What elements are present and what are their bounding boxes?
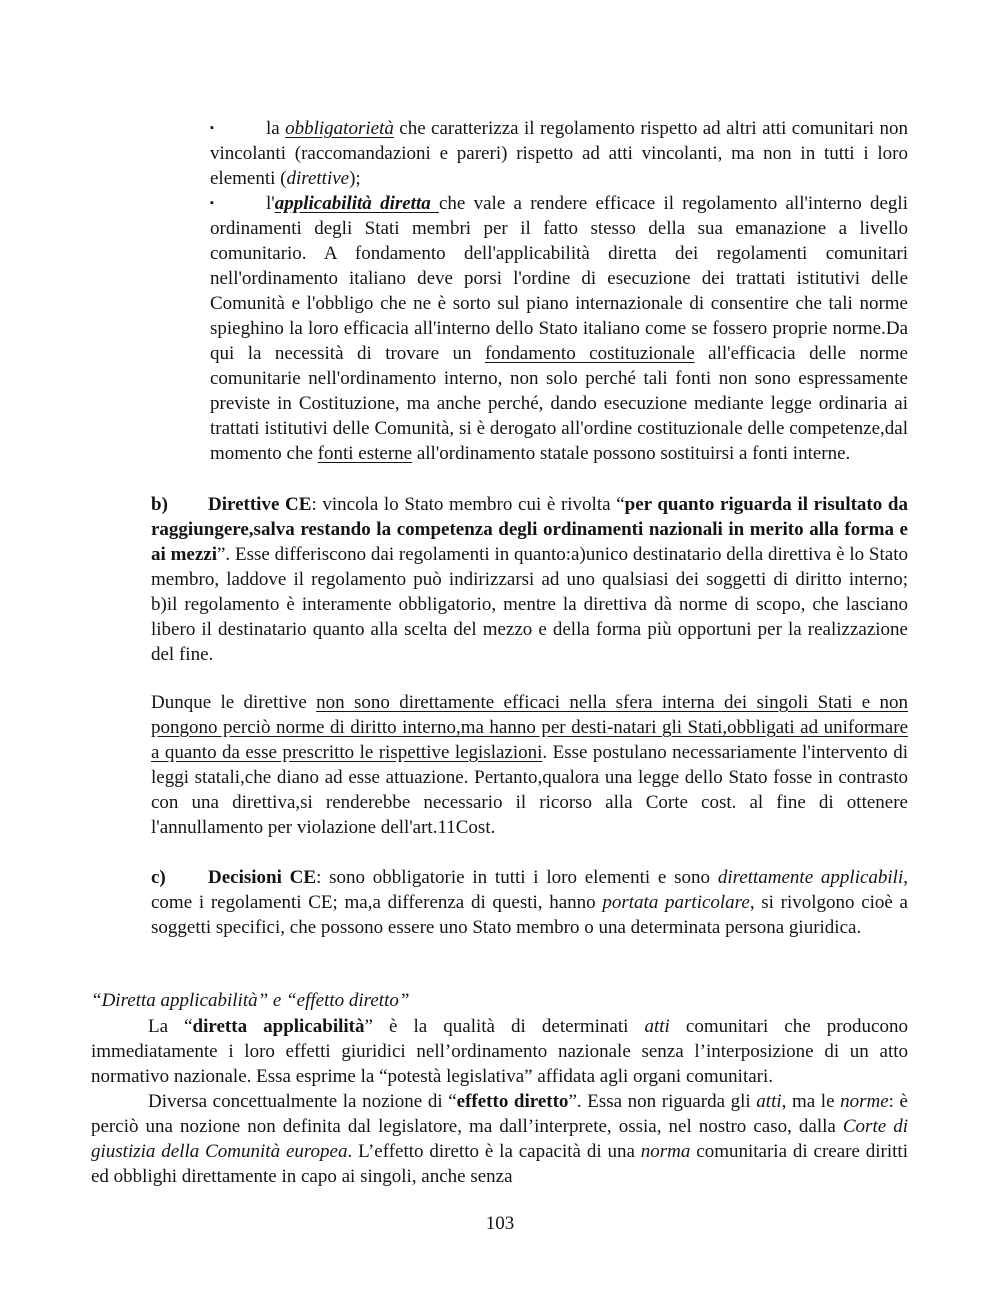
paragraph-dunque — [151, 690, 908, 840]
bullet-square-icon: ▪ — [210, 122, 214, 134]
bullet-item-obbligatorieta — [210, 116, 908, 191]
paragraph-text: Dunque le direttive non sono direttamente efficaci nella sfera interna dei singoli Stati e non pongono perciò norme di diritto interno,ma hanno per desti-natari gli Stati,obbligati ad uniformare a quanto da esse prescritto le rispettive legislazioni. Esse postulano necessariamente l'intervento di leggi statali,che diano ad esse attuazione. Pertanto,qualora una legge dello Stato fosse in contrasto con una direttiva,si renderebbe necessario il ricorso alla Corte cost. al fine di ottenere l'annullamento per violazione dell'art.11Cost. — [151, 692, 908, 838]
text-run: effetto diretto — [456, 1091, 569, 1112]
bullet-square-icon: ▪ — [210, 197, 214, 209]
text-run: atti — [644, 1016, 670, 1037]
text-run: atti — [756, 1091, 782, 1112]
bullet-item-applicabilita-diretta — [210, 191, 908, 466]
text-run: norme — [840, 1091, 889, 1112]
text-run: diretta applicabilità — [192, 1016, 365, 1037]
text-run: portata particolare — [602, 892, 750, 913]
item-label: c) — [151, 867, 166, 888]
text-run: applicabilità diretta — [274, 193, 439, 214]
text-run: direttive — [286, 168, 350, 189]
item-body — [151, 865, 908, 940]
item-text: Direttive CE: vincola lo Stato membro cui è rivolta “per quanto riguarda il risultato da raggiungere,salva restando la competenza degli ordinamenti nazionali in merito alla forma e ai mezzi”. Esse differiscono dai regolamenti in quanto:a)unico destinatario della direttiva è lo Stato membro, laddove il regolamento può indirizzarsi ad uno qualsiasi dei soggetti di diritto interno; b)il regolamento è interamente obbligatorio, mentre la direttiva dà norme di scopo, che lasciano libero il destinatario quanto alla scelta del mezzo e della forma più opportuni per la realizzazione del fine. — [151, 494, 908, 665]
paragraph-text: La “diretta applicabilità” è la qualità di determinati atti comunitari che producono immediatamente i loro effetti giuridici nell’ordinamento nazionale senza l’interposizione di un atto normativo nazionale. Essa esprime la “potestà legislativa” affidata agli organi comunitari. — [91, 1016, 908, 1087]
paragraph-text: Diversa concettualmente la nozione di “effetto diretto”. Essa non riguarda gli atti, ma le norme: è perciò una nozione non definita dal legislatore, ma dall’interprete, ossia, nel nostro caso, dalla Corte di giustizia della Comunità europea. L’effetto diretto è la capacità di una norma comunitaria di creare diritti ed obblighi direttamente in capo ai singoli, anche senza — [91, 1091, 908, 1187]
item-body — [151, 492, 908, 667]
text-run: direttamente applicabili — [717, 867, 904, 888]
text-run: norma — [640, 1141, 691, 1162]
item-b-direttive — [151, 492, 908, 667]
text-run: obbligatorietà — [285, 118, 394, 139]
page-number: 103 — [485, 1213, 515, 1234]
item-text: Decisioni CE: sono obbligatorie in tutti i loro elementi e sono direttamente applicabili, come i regolamenti CE; ma,a differenza di questi, hanno portata particolare, si rivolgono cioè a soggetti specifici, che possono essere uno Stato membro o una determinata persona giuridica. — [151, 867, 908, 938]
paragraph-effetto-diretto — [91, 1089, 908, 1189]
text-run: per quanto riguarda il risultato da raggiungere,salva restando la competenza degli ordinamenti nazionali in merito alla forma e ai mezzi — [151, 494, 908, 565]
bullet-text: l'applicabilità diretta che vale a rendere efficace il regolamento all'interno degli ordinamenti degli Stati membri per il fatto stesso della sua emanazione a livello comunitario. A fondamento dell'applicabilità diretta dei regolamenti comunitari nell'ordinamento italiano deve porsi l'ordine di esecuzione dei trattati istitutivi delle Comunità e l'obbligo che ne è sorto sul piano internazionale di consentire che tali norme spieghino la loro efficacia all'interno dello Stato italiano come se fossero proprie norme.Da qui la necessità di trovare un fondamento costituzionale all'efficacia delle norme comunitarie nell'ordinamento interno, non solo perché tali fonti non sono espressamente previste in Costituzione, ma anche perché, dando esecuzione mediante legge ordinaria ai trattati istitutivi delle Comunità, si è derogato all'ordine costituzionale delle competenze,dal momento che fonti esterne all'ordinamento statale possono sostituirsi a fonti interne. — [210, 193, 908, 464]
text-run: Direttive CE — [208, 494, 312, 515]
item-c-decisioni — [151, 865, 908, 940]
bullet-text: la obbligatorietà che caratterizza il regolamento rispetto ad altri atti comunitari non vincolanti (raccomandazioni e pareri) rispetto ad atti vincolanti, ma non in tutti i loro elementi (direttive); — [210, 118, 908, 189]
item-label: b) — [151, 494, 168, 515]
paragraph-diretta-applicabilita — [91, 1014, 908, 1089]
text-run: Corte di giustizia della Comunità europea — [91, 1116, 908, 1162]
text-run: fonti esterne — [317, 443, 413, 464]
text-run: fondamento costituzionale — [484, 343, 695, 364]
text-run: non sono direttamente efficaci nella sfera interna dei singoli Stati e non pongono perciò norme di diritto interno,ma hanno per desti-natari gli Stati,obbligati ad uniformare a quanto da esse prescritto le rispettive legislazioni — [151, 692, 908, 763]
text-run: Decisioni CE — [208, 867, 317, 888]
section-heading: “Diretta applicabilità” e “effetto diretto” — [91, 990, 410, 1011]
